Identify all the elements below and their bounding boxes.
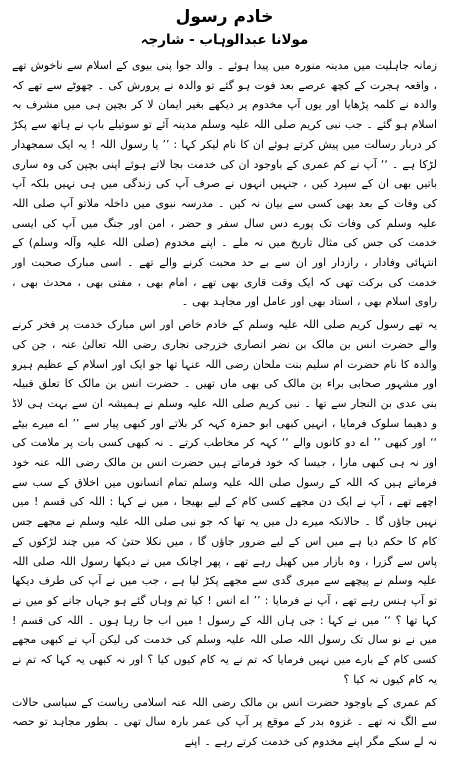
article-title: خادم رسول [175, 7, 274, 27]
article-paragraph-3: کم عمری کے باوجود حضرت انس بن مالک رضی اللہ عنہ اسلامی ریاست کے سیاسی حالات سے الگ نہ تھے ۔ غزوہ بدر کے موقع پر آپ کی عمر بارہ سال تھی ۔ بطور مجاہد تو حصہ نہ لے سکے مگر اپنے مخدوم کی خدمت کرتے رہے ۔ اپنے [12, 695, 437, 748]
article-paragraph-1: زمانہ جاہلیت میں مدینہ منورہ میں پیدا ہوئے ۔ والد جوا پنی بیوی کے اسلام سے ناخوش تھے ، واقعہ ہجرت کے کچھ عرصے بعد فوت ہو گئے تو والدہ نے پرورش کی ۔ چھوٹے سے تھے کہ والدہ نے کلمہ پڑھایا اور یوں آپ مخدوم پر دیکھے بغیر ایمان لا کر بچپن ہی میں مشرف بہ اسلام ہو گئے ۔ جب نبی کریم صلی اللہ علیہ وسلم مدینہ آئے تو سوتیلے باپ نے ہاتھ سے پکڑ کر دربار رسالت میں پیش کرتے ہوئے ان کا نام لیکر کہا : ’’ یا رسول اللہ ! یہ ایک سمجھدار لڑکا ہے ۔ ‘‘ آپ نے کم عمری کے باوجود ان کی خدمت بجا لاتے ہوئے اپنی بچپن کی وہ ساری باتیں بھی ان کے سپرد کیں ، جنہیں انہوں نے صرف آپ کی زندگی میں ہی نہیں بلکہ آپ کی وفات کے بعد بھی کسی سے بیان نہ کیں ۔ مدرسہ نبوی میں داخلہ ملاتو آپ صلی اللہ علیہ وسلم کی وفات تک پورے دس سال سفر و حضر ، امن اور جنگ میں آپ کی ایسی خدمت کی جس کی مثال تاریخ میں نہ ملے ۔ اپنے مخدوم (صلی اللہ علیہ وآلہ وسلم) کے انتہائی وفادار ، رازدار اور ان سے بے حد محبت کرنے والے تھے ۔ اسی مبارک صحبت اور خدمت کی برکت تھی کہ ایک وقت قاری بھی تھے ، امام بھی ، مفتی بھی ، محدث بھی ، راوی اسلام بھی ، استاد بھی اور عامل اور مجاہد بھی ۔ [12, 59, 437, 309]
article-paragraph-2: یہ تھے رسول کریم صلی اللہ علیہ وسلم کے خادم خاص اور اس مبارک خدمت پر فخر کرنے والے حضرت انس بن مالک بن نضر انصاری خزرجی نجاری رضی اللہ تعالیٰ عنہ ، جن کی والدہ کا نام حضرت ام سلیم بنت ملحان رضی اللہ عنہا تھا جو ایک اور اسلام کے عظیم ہیرو اور مشہور صحابی براء بن مالک کی بھی ماں تھیں ۔ حضرت انس بن مالک کا تعلق قبیلہ بنی عدی بن النجار سے تھا ۔ نبی کریم صلی اللہ علیہ وسلم نے ہمیشہ ان سے بہت ہی لاڈ و دھیما سلوک فرمایا ، انہیں کبھی ابو حمزہ کہہ کر بلاتے اور کبھی پیار سے ’’ اے میرے بیٹے ‘‘ اور کبھی ’’ اے دو کانوں والے ‘‘ کہہ کر مخاطب کرتے ۔ نہ کبھی کسی بات پر ملامت کی اور نہ ہی کبھی مارا ، جیسا کہ خود فرماتے ہیں حضرت انس بن مالک رضی اللہ عنہ خود فرماتے ہیں کہ اللہ کے رسول صلی اللہ علیہ وسلم تمام انسانوں میں اخلاق کے سب سے اچھے تھے ، آپ نے ایک دن مجھے کسی کام کے لیے بھیجا ، میں نے کہا : اللہ کی قسم ! میں نہیں جاؤں گا ۔ حالانکہ میرے دل میں یہ تھا کہ جو نبی صلی اللہ علیہ وسلم نے مجھے جس کام کا حکم دیا ہے میں اس کے لیے ضرور جاؤں گا ، میں نکلا حتیٰ کہ میں چند لڑکوں کے پاس سے گزرا ، وہ بازار میں کھیل رہے تھے ، پھر اچانک میں نے دیکھا رسول اللہ صلی اللہ علیہ وسلم نے پیچھے سے میری گدی سے مجھے پکڑ لیا ہے ، جب میں نے آپ کی طرف دیکھا تو آپ ہنس رہے تھے ، آپ نے فرمایا : ’’ اے انس ! کیا تم وہاں گئے ہو جہاں جانے کو میں نے کہا تھا ؟ ‘‘ میں نے کہا : جی ہاں اللہ کے رسول ! میں اب جا رہا ہوں ۔ اللہ کی قسم ! میں نے نو سال تک رسول اللہ صلی اللہ علیہ وسلم کی خدمت کی لیکن آپ نے کبھی مجھے کسی کام کے بارے میں نہیں فرمایا کہ تم نے یہ کام کیوں کیا ؟ اور نہ کبھی یہ کہا کہ تم نے یہ کام کیوں نہ کیا ؟ [12, 318, 437, 686]
article-byline: مولانا عبدالوہاب - شارجہ [140, 32, 309, 48]
